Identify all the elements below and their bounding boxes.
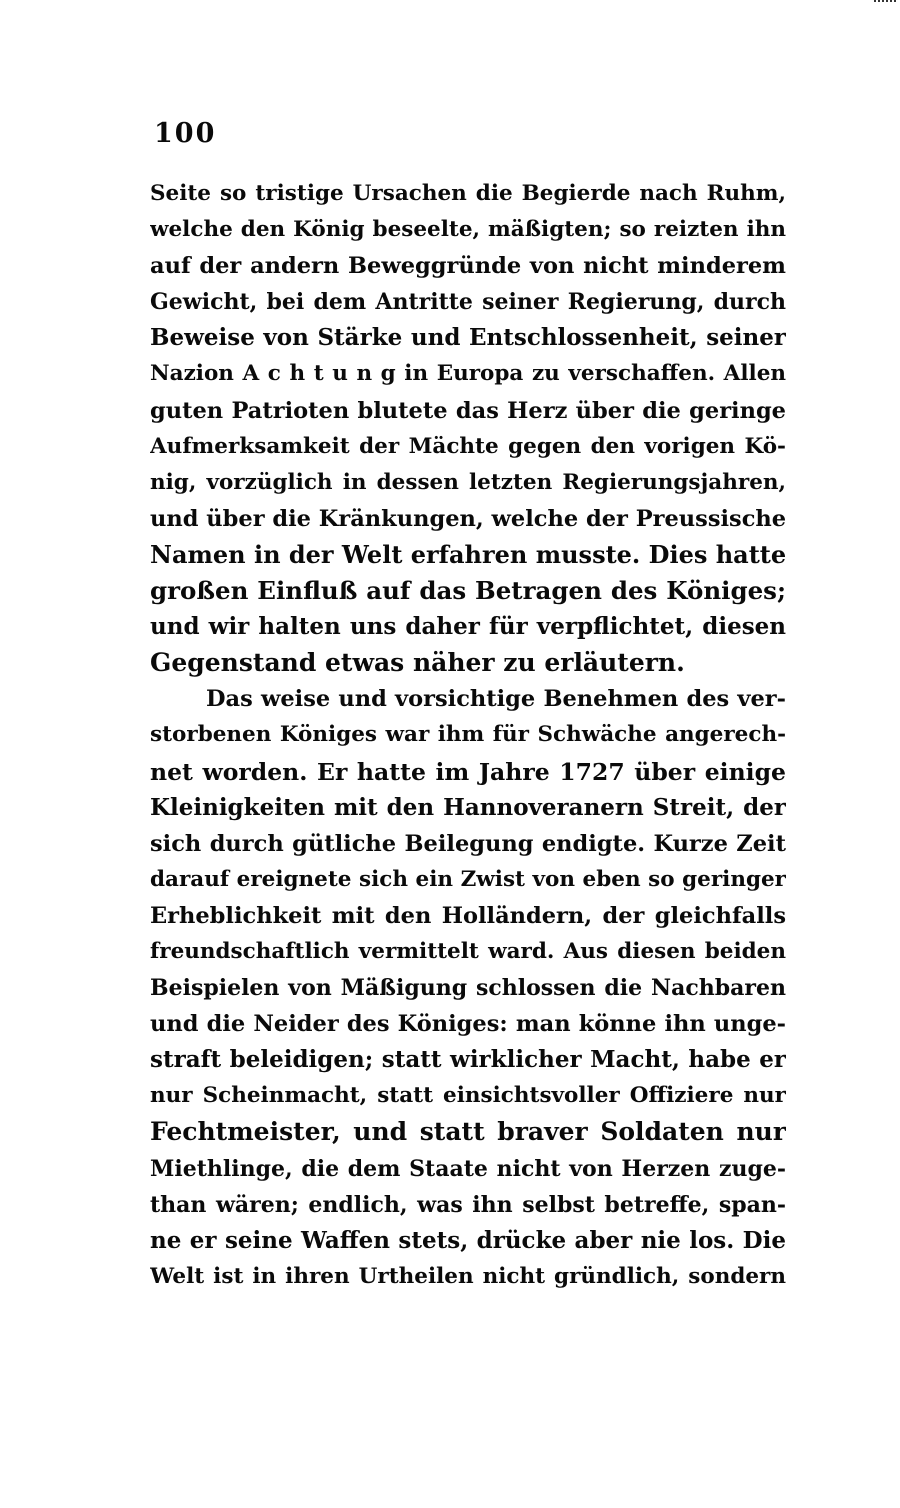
text-line: und wir halten uns daher für verpflichtet, diesen (150, 613, 786, 641)
paragraph-end-line: Gegenstand etwas näher zu erläutern. (150, 648, 685, 678)
text-line: ne er seine Waffen stets, drücke aber nie los. Die (150, 1226, 786, 1254)
text-line: Fechtmeister, und statt braver Soldaten nur (150, 1117, 786, 1147)
text-line: Beweise von Stärke und Entschlossenheit, seiner (150, 324, 786, 352)
text-line: welche den König beseelte, mäßigten; so reizten ihn (150, 217, 786, 243)
text-line: than wären; endlich, was ihn selbst betreffe, span- (150, 1191, 786, 1218)
text-line: Aufmerksamkeit der Mächte gegen den vorigen Kö- (150, 433, 786, 459)
text-line: straft beleidigen; statt wirklicher Macht, habe er (150, 1046, 786, 1074)
text-line: Erheblichkeit mit den Holländern, der gleichfalls (150, 902, 786, 929)
text-line: freundschaftlich vermittelt ward. Aus diesen beiden (150, 938, 786, 964)
text-line: auf der andern Beweggründe von nicht minderem (150, 253, 786, 280)
text-line: Miethlinge, die dem Staate nicht von Herzen zuge- (150, 1155, 786, 1182)
text-line: Kleinigkeiten mit den Hannoveranern Streit, der (150, 793, 786, 821)
page-number: 100 (154, 118, 217, 149)
text-line: und die Neider des Königes: man könne ihn unge- (150, 1011, 786, 1038)
text-line: storbenen Königes war ihm für Schwäche angerech- (150, 722, 786, 748)
text-line: und über die Kränkungen, welche der Preussische (150, 505, 786, 532)
text-line: sich durch gütliche Beilegung endigte. Kurze Zeit (150, 830, 786, 857)
text-line: großen Einfluß auf das Betragen des Königes; (150, 576, 786, 606)
text-line: guten Patrioten blutete das Herz über die geringe (150, 397, 786, 424)
edge-mark (874, 0, 896, 10)
text-line: nur Scheinmacht, statt einsichtsvoller Offiziere nur (150, 1083, 786, 1109)
text-line: Beispielen von Mäßigung schlossen die Nachbaren (150, 975, 786, 1002)
text-line: Nazion A c h t u n g in Europa zu verschaffen. Allen (150, 361, 786, 387)
text-line: Seite so tristige Ursachen die Begierde nach Ruhm, (150, 181, 786, 206)
text-line: nig, vorzüglich in dessen letzten Regierungsjahren, (150, 469, 786, 495)
text-line: Gewicht, bei dem Antritte seiner Regierung, durch (150, 289, 786, 316)
text-line: Namen in der Welt erfahren musste. Dies hatte (150, 539, 786, 569)
text-line: Welt ist in ihren Urtheilen nicht gründlich, sondern (150, 1263, 786, 1289)
paragraph-start-line: Das weise und vorsichtige Benehmen des ver- (206, 686, 786, 713)
body-text (150, 176, 786, 1295)
text-line: net worden. Er hatte im Jahre 1727 über einige (150, 757, 786, 786)
text-line: darauf ereignete sich ein Zwist von eben so geringer (150, 866, 786, 892)
